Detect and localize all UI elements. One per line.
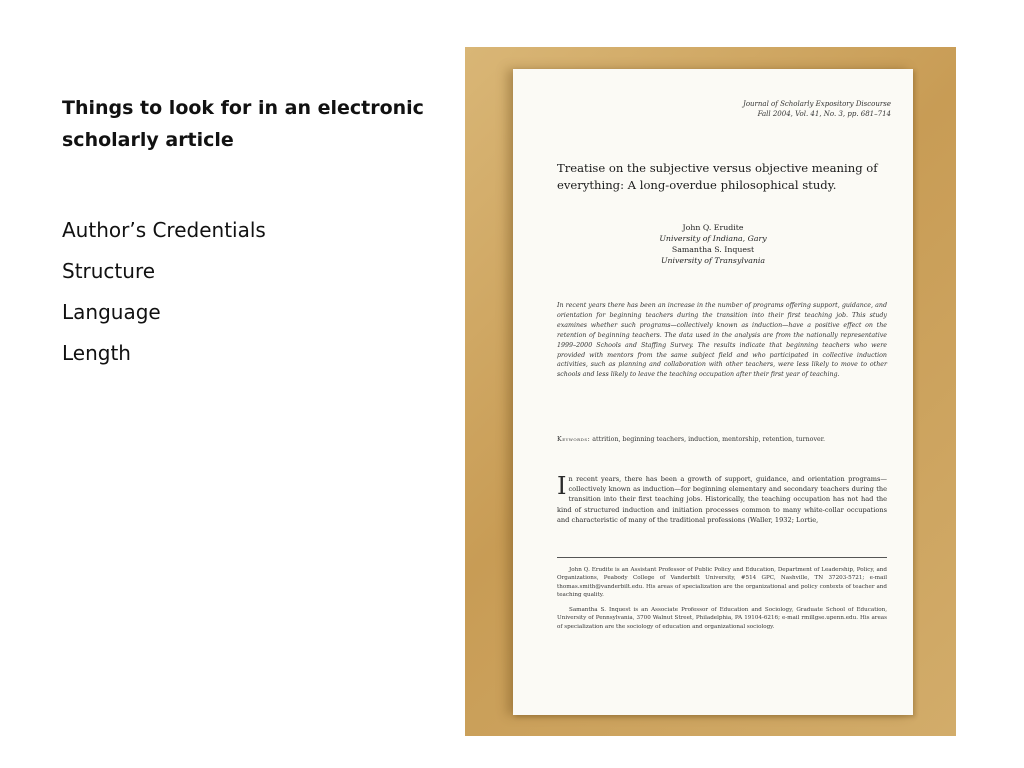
article-title: Treatise on the subjective versus objective meaning of everything: A long-overdue philosophical study. [557, 161, 878, 192]
slide-title: Things to look for in an electronic scholarly article [62, 97, 424, 151]
bullet-item: Structure [62, 259, 156, 283]
article-page [513, 69, 913, 715]
bullet-item: Language [62, 300, 161, 324]
author-name: Samantha S. Inquest [671, 245, 755, 254]
author-block [513, 222, 913, 266]
keywords-list: attrition, beginning teachers, induction, mentorship, retention, turnover. [592, 436, 826, 443]
bullet-item: Author’s Credentials [62, 218, 266, 242]
journal-name: Journal of Scholarly Expository Discourse [743, 100, 891, 108]
keywords [557, 435, 887, 445]
footnote: Samantha S. Inquest is an Associate Professor of Education and Sociology, Graduate School of Education, University of Pennsylvania, 3700 Walnut Street, Philadelphia, PA 19104-6216; e-mail rmillgse.upenn.edu. His areas of specialization are the sociology of education and organizational sociology. [557, 607, 887, 630]
keywords-label: Keywords: [557, 436, 591, 443]
footnote: John Q. Erudite is an Assistant Professor of Public Policy and Education, Department of Leadership, Policy, and Organizations, Peabody College of Vanderbilt University, #514 GPC, Nashville, TN 37203-5721; e-mail thomas.smith@vanderbilt.edu. His areas of specialization are the organizational and policy contexts of teacher and teaching quality. [557, 567, 887, 598]
author-institution: University of Indiana, Gary [659, 234, 767, 243]
article-image [465, 47, 956, 736]
journal-citation [743, 99, 891, 119]
footnote-divider [557, 557, 887, 558]
abstract: In recent years there has been an increase in the number of programs offering support, guidance, and orientation for beginning teachers during the transition into their first teaching job. This study examines whether such programs—collectively known as induction—have a positive effect on the retention of beginning teachers. The data used in the analysis are from the nationally representative 1999–2000 Schools and Staffing Survey. The results indicate that beginning teachers who were provided with mentors from the same subject field and who participated in collective induction activities, such as planning and collaboration with other teachers, were less likely to move to other schools and less likely to leave the teaching occupation after their first year of teaching. [557, 302, 887, 379]
footnotes [557, 566, 887, 638]
body-text [557, 474, 887, 525]
body-paragraph: n recent years, there has been a growth of support, guidance, and orientation programs—collectively known as induction—for beginning elementary and secondary teachers during the transition into their first teaching jobs. Historically, the teaching occupation has not had the kind of structured induction and initiation processes common to many white-collar occupations and characteristic of many of the traditional professions (Waller, 1932; Lortie, [557, 475, 887, 524]
author-institution: University of Transylvania [660, 256, 766, 265]
bullet-list [62, 210, 266, 374]
journal-issue: Fall 2004, Vol. 41, No. 3, pp. 681–714 [757, 110, 891, 118]
author-name: John Q. Erudite [682, 223, 744, 232]
bullet-item: Length [62, 341, 131, 365]
drop-cap: I [557, 472, 567, 500]
